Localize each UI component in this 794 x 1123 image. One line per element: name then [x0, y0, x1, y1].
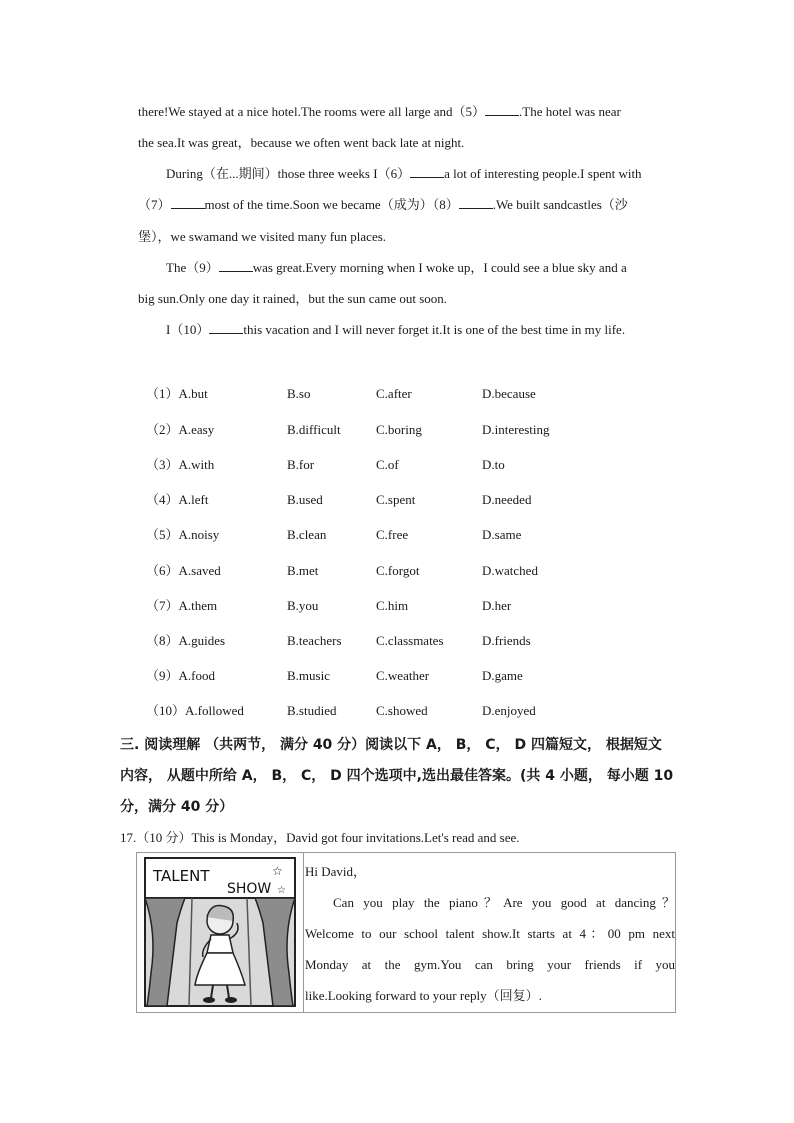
option-a[interactable]: （3）A.with: [146, 457, 215, 472]
talent-show-drawing: [137, 853, 303, 1012]
option-b[interactable]: B.music: [287, 668, 330, 683]
option-d[interactable]: D.her: [482, 598, 512, 613]
option-d[interactable]: D.watched: [482, 563, 538, 578]
option-a[interactable]: （6）A.saved: [146, 563, 221, 578]
passage-text: was great.Every morning when I woke up，I could see a blue sky and a: [252, 260, 627, 275]
sign-text-1: TALENT: [153, 867, 210, 885]
option-a[interactable]: （10）A.followed: [146, 703, 244, 718]
passage-line-8: [166, 320, 674, 340]
invitation-line: Monday at the gym.You can bring your friends if you: [305, 957, 675, 972]
option-b[interactable]: B.teachers: [287, 633, 342, 648]
star-icon: ☆: [272, 864, 283, 878]
passage-text: a lot of interesting people.I spent with: [444, 166, 642, 181]
talent-show-illustration: [137, 853, 304, 1012]
sign-text-2: SHOW: [227, 881, 272, 897]
passage-line-1: [138, 102, 674, 122]
option-b[interactable]: B.clean: [287, 527, 327, 542]
option-c[interactable]: C.him: [376, 598, 409, 613]
option-c[interactable]: C.spent: [376, 492, 416, 507]
option-row: [146, 666, 706, 686]
option-row: [146, 525, 706, 545]
option-c[interactable]: C.classmates: [376, 633, 444, 648]
option-d[interactable]: D.game: [482, 668, 523, 683]
option-b[interactable]: B.difficult: [287, 422, 341, 437]
invitation-line: Welcome to our school talent show.It starts at 4：00 pm next: [305, 926, 675, 941]
option-row: [146, 384, 706, 404]
invitation-greeting: Hi David，: [305, 864, 367, 879]
passage-text: there!We stayed at a nice hotel.The rooms were all large and（5）: [138, 104, 486, 119]
passage-line-2: the sea.It was great，because we often went back late at night.: [138, 135, 465, 150]
passage-text: .We built sandcastles（沙: [492, 197, 628, 212]
option-a[interactable]: （7）A.them: [146, 598, 218, 613]
passage-line-4: [138, 195, 674, 215]
option-row: [146, 596, 706, 616]
option-b[interactable]: B.studied: [287, 703, 337, 718]
option-row: [146, 490, 706, 510]
option-row: [146, 420, 706, 440]
option-d[interactable]: D.enjoyed: [482, 703, 536, 718]
section-heading: [120, 730, 676, 823]
passage-text: most of the time.Soon we became（成为）（8）: [204, 197, 459, 212]
option-c[interactable]: C.weather: [376, 668, 430, 683]
option-b[interactable]: B.so: [287, 386, 311, 401]
option-b[interactable]: B.for: [287, 457, 315, 472]
passage-line-5: 堡），we swamand we visited many fun places.: [138, 229, 387, 244]
option-c[interactable]: C.showed: [376, 703, 428, 718]
invitation-table: [136, 852, 676, 1013]
option-c[interactable]: C.of: [376, 457, 399, 472]
answer-blank-6[interactable]: [410, 166, 444, 178]
passage-line-3: [166, 164, 674, 184]
option-row: [146, 631, 706, 651]
option-c[interactable]: C.after: [376, 386, 412, 401]
option-b[interactable]: B.you: [287, 598, 319, 613]
passage-text: this vacation and I will never forget it.It is one of the best time in my life.: [243, 322, 626, 337]
answer-blank-10[interactable]: [209, 322, 243, 334]
question-17-prompt: 17.（10 分）This is Monday，David got four invitations.Let's read and see.: [120, 830, 520, 845]
passage-text: .The hotel was near: [519, 104, 621, 119]
option-c[interactable]: C.boring: [376, 422, 422, 437]
option-a[interactable]: （5）A.noisy: [146, 527, 220, 542]
passage-line-7: big sun.Only one day it rained，but the sun came out soon.: [138, 291, 448, 306]
passage-text: The（9）: [166, 260, 219, 275]
option-b[interactable]: B.used: [287, 492, 323, 507]
option-row: [146, 701, 706, 721]
passage-line-6: [166, 258, 674, 278]
option-row: [146, 561, 706, 581]
option-d[interactable]: D.interesting: [482, 422, 550, 437]
option-a[interactable]: （2）A.easy: [146, 422, 215, 437]
option-a[interactable]: （4）A.left: [146, 492, 209, 507]
answer-blank-9[interactable]: [219, 260, 253, 272]
option-d[interactable]: D.same: [482, 527, 522, 542]
answer-blank-7[interactable]: [171, 197, 205, 209]
star-icon: ☆: [277, 885, 286, 896]
option-d[interactable]: D.needed: [482, 492, 532, 507]
invitation-line: Can you play the piano？Are you good at dancing？: [333, 895, 675, 910]
section-heading-line: 内容， 从题中所给 A， B， C， D 四个选项中,选出最佳答案。(共 4 小题， 每小题 10: [120, 768, 674, 784]
option-a[interactable]: （1）A.but: [146, 386, 208, 401]
answer-blank-5[interactable]: [485, 104, 519, 116]
answer-blank-8[interactable]: [459, 197, 493, 209]
option-d[interactable]: D.to: [482, 457, 505, 472]
option-c[interactable]: C.forgot: [376, 563, 420, 578]
passage-text: I（10）: [166, 322, 210, 337]
option-row: [146, 455, 706, 475]
section-heading-line: 三. 阅读理解 （共两节， 满分 40 分）阅读以下 A， B， C， D 四篇短文， 根据短文: [120, 737, 662, 753]
passage-text: （7）: [138, 197, 171, 212]
invitation-line: like.Looking forward to your reply（回复）.: [305, 988, 542, 1003]
option-c[interactable]: C.free: [376, 527, 409, 542]
option-a[interactable]: （9）A.food: [146, 668, 215, 683]
option-b[interactable]: B.met: [287, 563, 319, 578]
passage-text: During（在...期间）those three weeks I（6）: [166, 166, 411, 181]
option-d[interactable]: D.because: [482, 386, 536, 401]
option-d[interactable]: D.friends: [482, 633, 531, 648]
section-heading-line: 分，满分 40 分）: [120, 799, 234, 815]
option-a[interactable]: （8）A.guides: [146, 633, 226, 648]
